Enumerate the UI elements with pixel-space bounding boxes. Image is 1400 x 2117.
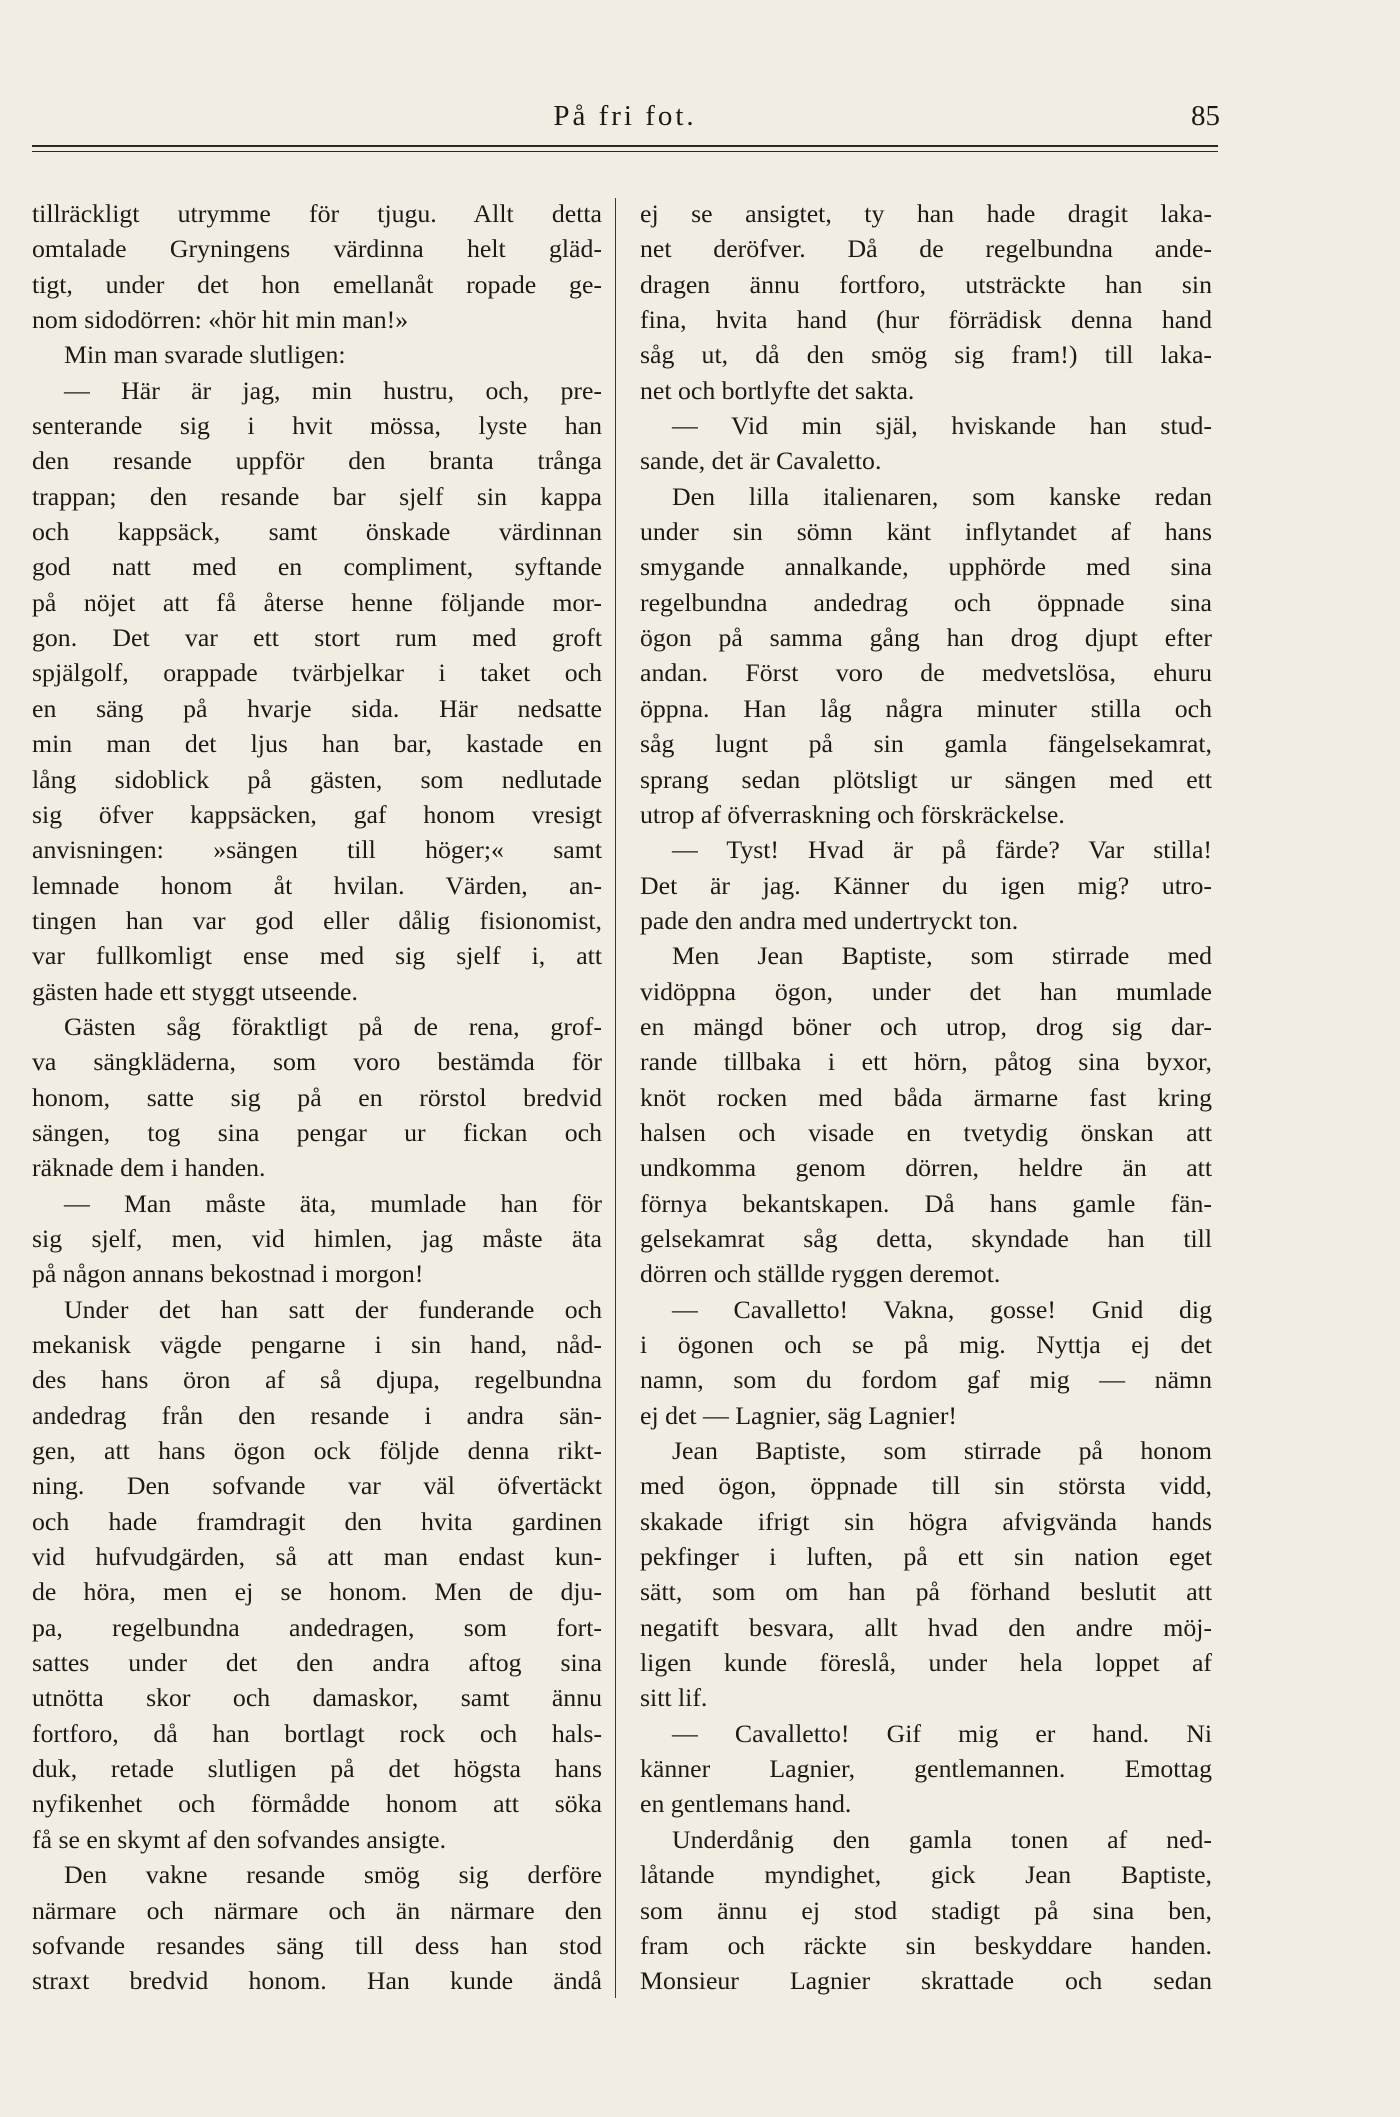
text-line: Men Jean Baptiste, som stirrade med <box>672 941 1212 971</box>
text-line: var fullkomligt ense med sig sjelf i, att <box>32 941 602 971</box>
text-line: dragen ännu fortforo, utsträckte han sin <box>640 269 1212 299</box>
text-line: sofvande resandes säng till dess han stod <box>32 1930 602 1960</box>
text-line: en gentlemans hand. <box>640 1789 852 1819</box>
text-line: med ögon, öppnade till sin största vidd, <box>640 1471 1212 1501</box>
text-line: under sin sömn känt inflytandet af hans <box>640 517 1212 547</box>
column-divider <box>615 198 616 1998</box>
text-line: fram och räckte sin beskyddare handen. <box>640 1930 1212 1960</box>
text-line: fina, hvita hand (hur förrädisk denna hand <box>640 305 1212 335</box>
text-line: förnya bekantskapen. Då hans gamle fän- <box>640 1188 1212 1218</box>
text-line: en säng på hvarje sida. Här nedsatte <box>32 693 602 723</box>
text-line: som ännu ej stod stadigt på sina ben, <box>640 1895 1212 1925</box>
text-line: Jean Baptiste, som stirrade på honom <box>672 1436 1212 1466</box>
text-line: och hade framdragit den hvita gardinen <box>32 1506 602 1536</box>
text-line: Min man svarade slutligen: <box>64 340 346 370</box>
text-line: Under det han satt der funderande och <box>64 1294 602 1324</box>
text-line: dörren och ställde ryggen deremot. <box>640 1259 1001 1289</box>
text-line: Det är jag. Känner du igen mig? utro- <box>640 870 1212 900</box>
text-line: skakade ifrigt sin högra afvigvända hands <box>640 1506 1212 1536</box>
text-line: ning. Den sofvande var väl öfvertäckt <box>32 1471 602 1501</box>
text-line: på nöjet att få återse henne följande mor- <box>32 587 602 617</box>
page-header <box>30 100 1220 144</box>
right-text-column <box>640 196 1212 1999</box>
text-line: — Cavalletto! Gif mig er hand. Ni <box>672 1718 1212 1748</box>
text-line: och kappsäck, samt önskade värdinnan <box>32 517 602 547</box>
text-line: ligen kunde föreslå, under hela loppet af <box>640 1648 1212 1678</box>
text-line: utrop af öfverraskning och förskräckelse. <box>640 799 1065 829</box>
text-line: honom, satte sig på en rörstol bredvid <box>32 1082 602 1112</box>
text-line: såg ut, då den smög sig fram!) till laka- <box>640 340 1212 370</box>
text-line: Monsieur Lagnier skrattade och sedan <box>640 1966 1212 1996</box>
text-line: Gästen såg föraktligt på de rena, grof- <box>64 1011 602 1041</box>
text-line: god natt med en compliment, syftande <box>32 552 602 582</box>
text-line: des hans öron af så djupa, regelbundna <box>32 1365 602 1395</box>
text-line: utnötta skor och damaskor, samt ännu <box>32 1683 602 1713</box>
text-line: sprang sedan plötsligt ur sängen med ett <box>640 764 1212 794</box>
text-line: straxt bredvid honom. Han kunde ändå <box>32 1966 602 1996</box>
text-line: sig sjelf, men, vid himlen, jag måste äta <box>32 1223 602 1253</box>
text-line: knöt rocken med båda ärmarne fast kring <box>640 1082 1212 1112</box>
text-line: undkomma genom dörren, heldre än att <box>640 1153 1212 1183</box>
text-line: pekfinger i luften, på ett sin nation eget <box>640 1542 1212 1572</box>
text-line: lång sidoblick på gästen, som nedlutade <box>32 764 602 794</box>
text-line: duk, retade slutligen på det högsta hans <box>32 1754 602 1784</box>
page-number: 85 <box>1191 100 1220 132</box>
text-line: — Här är jag, min hustru, och, pre- <box>64 375 602 405</box>
text-line: halsen och visade en tvetydig önskan att <box>640 1117 1212 1147</box>
text-line: min man det ljus han bar, kastade en <box>32 729 602 759</box>
header-rule-thin <box>32 151 1218 152</box>
left-text-column <box>32 196 602 1999</box>
text-line: namn, som du fordom gaf mig — nämn <box>640 1365 1212 1395</box>
text-line: smygande annalkande, upphörde med sina <box>640 552 1212 582</box>
text-line: — Cavalletto! Vakna, gosse! Gnid dig <box>672 1294 1212 1324</box>
text-line: mekanisk vägde pengarne i sin hand, nåd- <box>32 1330 602 1359</box>
running-title: På fri fot. <box>553 100 697 132</box>
text-line: rande tillbaka i ett hörn, påtog sina byxor, <box>640 1047 1212 1077</box>
text-line: känner Lagnier, gentlemannen. Emottag <box>640 1754 1212 1784</box>
text-line: pa, regelbundna andedragen, som fort- <box>32 1612 602 1642</box>
text-line: öppna. Han låg några minuter stilla och <box>640 693 1212 723</box>
text-line: negatift besvara, allt hvad den andre möj- <box>640 1612 1212 1642</box>
text-line: få se en skymt af den sofvandes ansigte. <box>32 1824 447 1854</box>
text-line: på någon annans bekostnad i morgon! <box>32 1259 424 1289</box>
text-line: närmare och närmare och än närmare den <box>32 1895 602 1925</box>
text-line: i ögonen och se på mig. Nyttja ej det <box>640 1330 1212 1359</box>
text-line: vid hufvudgärden, så att man endast kun- <box>32 1542 602 1572</box>
text-line: de höra, men ej se honom. Men de dju- <box>32 1577 602 1607</box>
text-line: Den lilla italienaren, som kanske redan <box>672 481 1212 511</box>
header-rule <box>32 145 1218 147</box>
text-line: regelbundna andedrag och öppnade sina <box>640 587 1212 617</box>
text-line: va sängkläderna, som voro bestämda för <box>32 1047 602 1077</box>
text-line: tingen han var god eller dålig fisionomist, <box>32 905 602 935</box>
text-line: ej det — Lagnier, säg Lagnier! <box>640 1400 957 1430</box>
text-line: andedrag från den resande i andra sän- <box>32 1400 602 1430</box>
text-line: en mängd böner och utrop, drog sig dar- <box>640 1011 1212 1041</box>
text-line: räknade dem i handen. <box>32 1153 266 1183</box>
text-line: nyfikenhet och förmådde honom att söka <box>32 1789 602 1819</box>
text-line: spjälgolf, orappade tvärbjelkar i taket och <box>32 658 602 688</box>
text-line: — Man måste äta, mumlade han för <box>64 1188 602 1218</box>
text-line: Den vakne resande smög sig derföre <box>64 1860 602 1890</box>
text-line: — Tyst! Hvad är på färde? Var stilla! <box>672 835 1212 865</box>
text-line: net och bortlyfte det sakta. <box>640 375 915 405</box>
text-line: sattes under det den andra aftog sina <box>32 1648 602 1678</box>
text-line: lemnade honom åt hvilan. Värden, an- <box>32 870 602 900</box>
text-line: sande, det är Cavaletto. <box>640 446 882 476</box>
text-line: sätt, som om han på förhand beslutit att <box>640 1577 1212 1607</box>
text-line: ej se ansigtet, ty han hade dragit laka- <box>640 199 1212 228</box>
text-line: vidöppna ögon, under det han mumlade <box>640 976 1212 1006</box>
text-line: tigt, under det hon emellanåt ropade ge- <box>32 269 602 299</box>
text-line: gästen hade ett styggt utseende. <box>32 976 358 1006</box>
text-line: sitt lif. <box>640 1683 708 1713</box>
text-line: fortforo, då han bortlagt rock och hals- <box>32 1718 602 1748</box>
text-line: anvisningen: »sängen till höger;« samt <box>32 835 602 865</box>
text-line: den resande uppför den branta trånga <box>32 446 602 476</box>
text-line: nom sidodörren: «hör hit min man!» <box>32 305 409 335</box>
text-line: sängen, tog sina pengar ur fickan och <box>32 1117 602 1147</box>
text-line: net deröfver. Då de regelbundna ande- <box>640 234 1212 264</box>
text-line: pade den andra med undertryckt ton. <box>640 905 1019 935</box>
text-line: gelsekamrat såg detta, skyndade han till <box>640 1223 1212 1253</box>
text-line: andan. Först voro de medvetslösa, ehuru <box>640 658 1212 688</box>
text-line: gen, att hans ögon ock följde denna rikt- <box>32 1436 602 1466</box>
text-line: — Vid min själ, hviskande han stud- <box>672 411 1212 441</box>
text-line: omtalade Gryningens värdinna helt gläd- <box>32 234 602 264</box>
text-line: sig öfver kappsäcken, gaf honom vresigt <box>32 799 602 829</box>
text-line: ögon på samma gång han drog djupt efter <box>640 623 1212 653</box>
text-line: Underdånig den gamla tonen af ned- <box>672 1824 1212 1854</box>
text-line: gon. Det var ett stort rum med groft <box>32 623 602 653</box>
text-line: såg lugnt på sin gamla fängelsekamrat, <box>640 729 1212 759</box>
text-line: senterande sig i hvit mössa, lyste han <box>32 411 602 441</box>
text-line: låtande myndighet, gick Jean Baptiste, <box>640 1860 1212 1890</box>
text-line: trappan; den resande bar sjelf sin kappa <box>32 481 602 511</box>
text-line: tillräckligt utrymme för tjugu. Allt detta <box>32 199 602 228</box>
